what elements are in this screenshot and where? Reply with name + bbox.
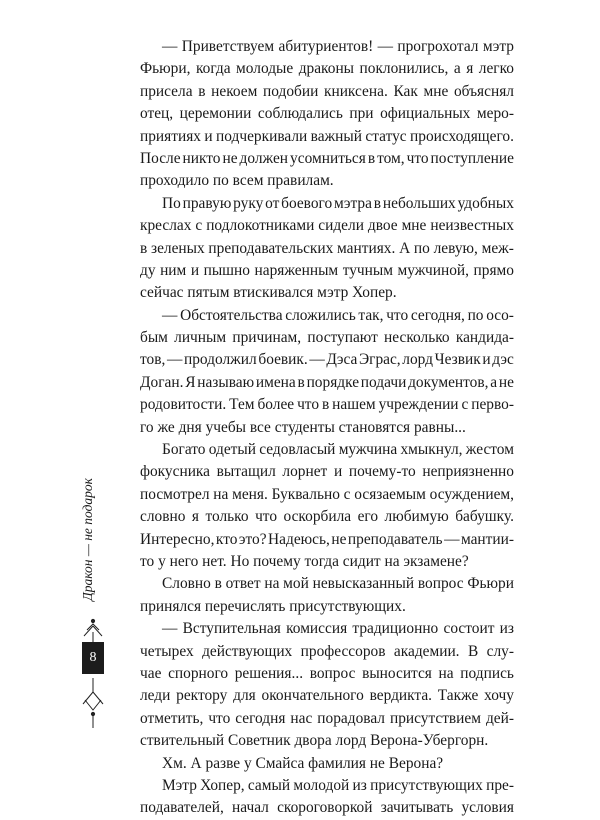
- text-line: присела в некоем подобии книксена. Как мне объяснял: [140, 82, 514, 100]
- body-text: [140, 36, 514, 820]
- text-line: приятиях и подчеркивали важный статус происходящего.: [140, 127, 514, 145]
- text-line: Интересно, кто это? Надеюсь, не преподаватель — мантии-: [140, 530, 514, 548]
- text-line: Доган. Я называю имена в порядке подачи документов, а не: [140, 373, 514, 391]
- text-line: — Вступительная комиссия традиционно состоит из: [162, 620, 514, 638]
- text-line: По правую руку от боевого мэтра в небольших удобных: [162, 194, 514, 212]
- running-head-title: Дракон — не подарок: [80, 478, 95, 601]
- text-line: — Приветствуем абитуриентов! — прогрохотал мэтр: [162, 38, 514, 55]
- text-line: Богато одетый седовласый мужчина хмыкнул, жестом: [162, 441, 514, 459]
- text-line: бым личным причинам, поступают несколько кандида-: [140, 329, 514, 347]
- text-line: — Обстоятельства сложились так, что сегодня, по осо-: [162, 306, 514, 324]
- text-line: сейчас пятым втискивался мэтр Хопер.: [140, 284, 397, 302]
- text-line: принялся перечислять присутствующих.: [140, 597, 406, 615]
- text-line: Мэтр Хопер, самый молодой из присутствующих пре-: [162, 776, 514, 794]
- text-line: Словно в ответ на мой невысказанный вопрос Фьюри: [162, 575, 514, 593]
- text-line: отметить, что сегодня нас порадовал присутствием дей-: [140, 709, 514, 727]
- text-line: словно я только что оскорбила его любимую бабушку.: [140, 508, 514, 526]
- text-line: ду ним и пышно наряженным тучным мужчиной, прямо: [140, 261, 514, 279]
- text-line: подавателей, начал скороговоркой зачитывать условия: [140, 799, 514, 817]
- text-line: проходило по всем правилам.: [140, 172, 334, 190]
- text-line: Хм. А разве у Смайса фамилия не Верона?: [162, 754, 444, 772]
- text-line: то у него нет. Но почему тогда сидит на экзамене?: [140, 552, 469, 570]
- text-line: четырех действующих профессоров академии. В слу-: [140, 642, 514, 660]
- text-line: отец, церемонии соблюдались при официальных меро-: [140, 105, 514, 123]
- text-line: посмотрел на меня. Буквально с осязаемым осуждением,: [140, 485, 514, 503]
- text-line: Фьюри, когда молодые драконы поклонились, а я легко: [140, 60, 514, 78]
- text-line: После никто не должен усомниться в том, что поступление: [140, 149, 514, 167]
- text-line: родовитости. Тем более что в нашем учреждении с перво-: [140, 396, 514, 414]
- text-line: тов, — продолжил боевик. — Дэса Эграс, лорд Чезвик и дэс: [140, 351, 514, 369]
- text-line: в зеленых преподавательских мантиях. А по левую, меж-: [140, 239, 514, 257]
- text-line: креслах с подлокотниками сидели двое мне неизвестных: [140, 217, 514, 235]
- text-line: го же дня учебы все студенты становятся равны...: [140, 418, 466, 436]
- text-line: чае спорного решения... вопрос выносится на подпись: [140, 664, 514, 682]
- page-number: 8: [82, 642, 104, 674]
- text-line: ствительный Советник двора лорд Верона-Убергорн.: [140, 732, 489, 750]
- text-line: леди ректору для окончательного вердикта. Также хочу: [140, 687, 514, 705]
- lower-ornament-icon: [83, 678, 103, 728]
- text-line: фокусника вытащил лорнет и почему-то неприязненно: [140, 463, 514, 481]
- ornament-decoration: [70, 478, 110, 740]
